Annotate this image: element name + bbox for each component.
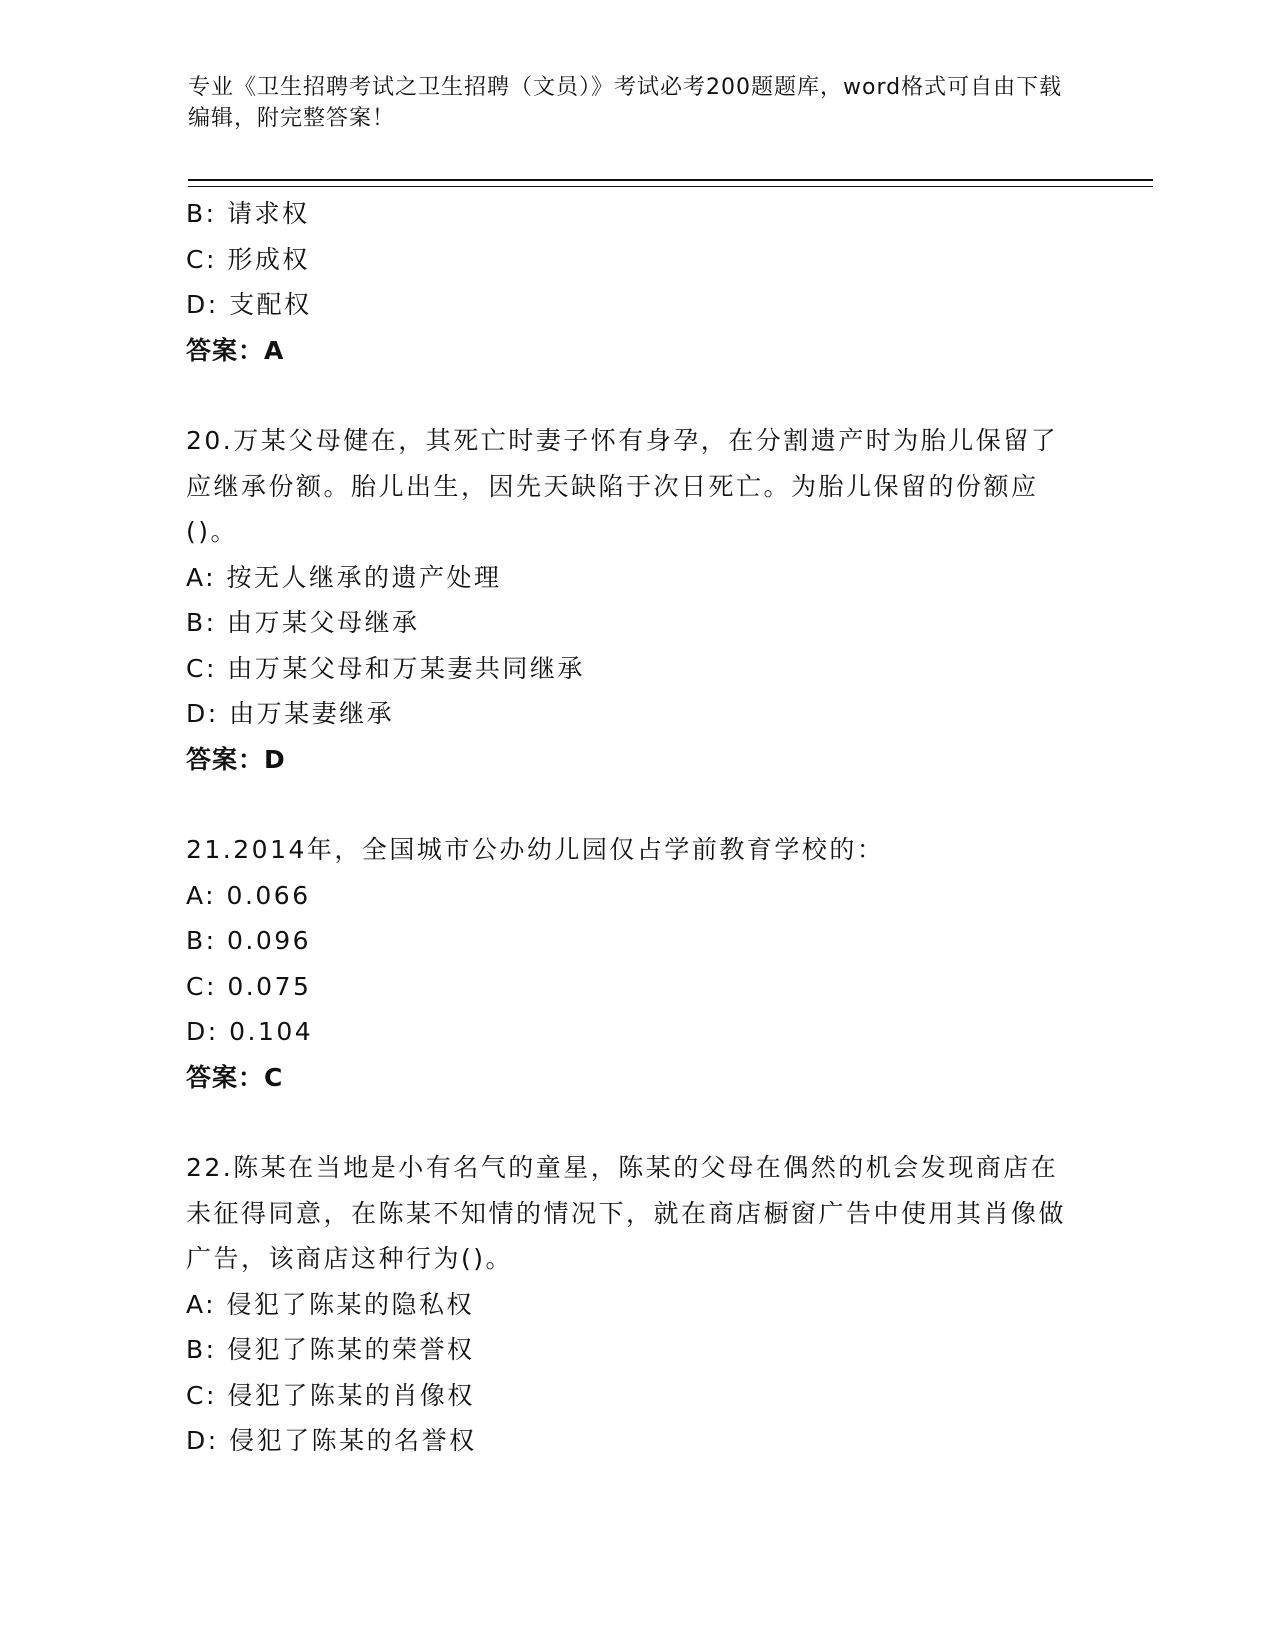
option-c: C: 形成权 — [186, 244, 310, 274]
option-b: B: 侵犯了陈某的荣誉权 — [186, 1335, 475, 1364]
question-20 — [186, 418, 1086, 782]
option-c: C: 0.075 — [186, 971, 312, 1001]
spacer — [186, 373, 1086, 418]
answer: 答案：C — [186, 1062, 284, 1092]
option-a: A: 按无人继承的遗产处理 — [186, 562, 502, 592]
option-d: D: 0.104 — [186, 1017, 314, 1046]
answer: 答案：A — [186, 335, 285, 365]
option-d: D: 侵犯了陈某的名誉权 — [186, 1426, 477, 1455]
page-header: 专业《卫生招聘考试之卫生招聘（文员）》考试必考200题题库，word格式可自由下载编辑，附完整答案！ — [188, 75, 1063, 131]
option-d: D: 支配权 — [186, 290, 312, 319]
question-stem: 21.2014年，全国城市公办幼儿园仅占学前教育学校的： — [186, 835, 885, 864]
option-b: B: 请求权 — [186, 199, 310, 228]
option-c: C: 由万某父母和万某妻共同继承 — [186, 653, 585, 683]
spacer — [186, 782, 1086, 827]
option-c: C: 侵犯了陈某的肖像权 — [186, 1380, 475, 1410]
option-d: D: 由万某妻继承 — [186, 699, 395, 728]
option-b: B: 由万某父母继承 — [186, 608, 420, 637]
answer: 答案：D — [186, 744, 286, 774]
option-a: A: 侵犯了陈某的隐私权 — [186, 1289, 475, 1319]
question-21 — [186, 827, 1086, 1100]
spacer — [186, 1100, 1086, 1145]
question-stem: 22.陈某在当地是小有名气的童星，陈某的父母在偶然的机会发现商店在未征得同意，在陈某不知情的情况下，就在商店橱窗广告中使用其肖像做广告，该商店这种行为()。 — [186, 1153, 1067, 1273]
question-22 — [186, 1145, 1086, 1464]
option-b: B: 0.096 — [186, 926, 312, 955]
question-list — [186, 191, 1086, 1464]
question-stem: 20.万某父母健在，其死亡时妻子怀有身孕，在分割遗产时为胎儿保留了应继承份额。胎儿出生，因先天缺陷于次日死亡。为胎儿保留的份额应()。 — [186, 426, 1059, 546]
header-divider — [188, 179, 1153, 187]
option-a: A: 0.066 — [186, 880, 311, 910]
question-19-tail — [186, 191, 1086, 373]
